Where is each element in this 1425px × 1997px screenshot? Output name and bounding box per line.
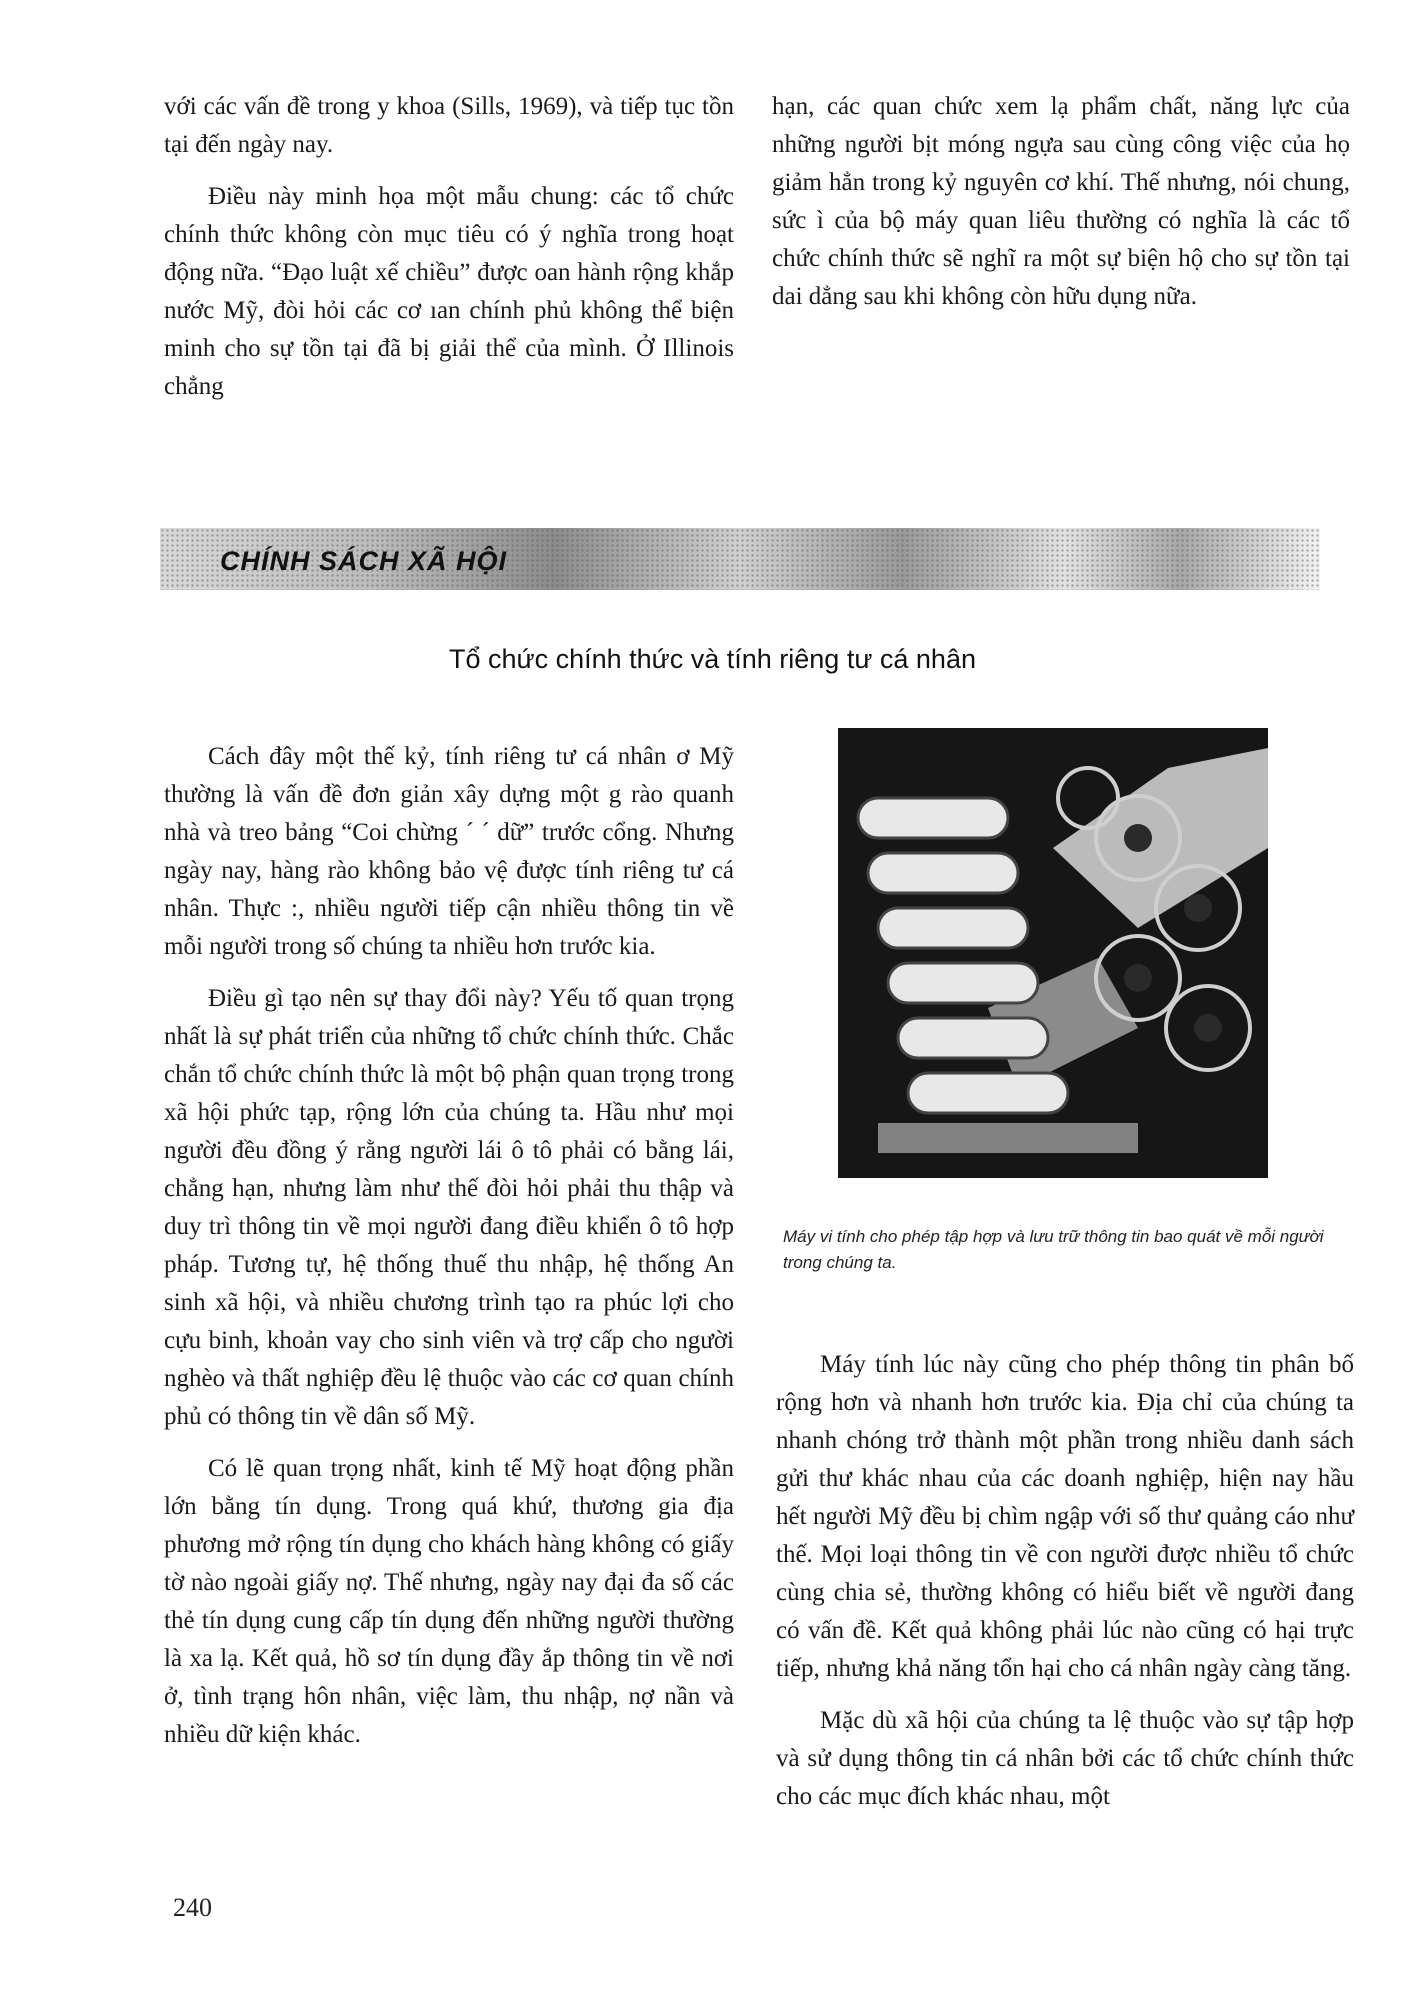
paragraph: Máy tính lúc này cũng cho phép thông tin phân bố rộng hơn và nhanh hơn trước kia. Địa chỉ của chúng ta nhanh chóng trở thành một phần trong nhiều danh sách gửi thư khác nhau của các doanh nghiệp, hiện nay hầu hết người Mỹ đều bị chìm ngập với số thư quảng cáo như thế. Mọi loại thông tin về con người được nhiều tổ chức cùng chia sẻ, thường không có hiểu biết về người đang có vấn đề. Kết quả không phải lúc nào cũng có hại trực tiếp, nhưng khả năng tổn hại cho cá nhân ngày càng tăng. <box>776 1351 1354 1682</box>
paragraph: Mặc dù xã hội của chúng ta lệ thuộc vào sự tập hợp và sử dụng thông tin cá nhân bởi các tổ chức chính thức cho các mục đích khác nhau, một <box>776 1707 1354 1810</box>
article-title: Tổ chức chính thức và tính riêng tư cá nhân <box>448 644 976 674</box>
paragraph: với các vấn đề trong y khoa (Sills, 1969), và tiếp tục tồn tại đến ngày nay. <box>164 93 734 158</box>
computer-tapes-photo <box>838 728 1268 1178</box>
page-number: 240 <box>173 1893 212 1922</box>
photo-illustration <box>838 728 1268 1178</box>
paragraph: Có lẽ quan trọng nhất, kinh tế Mỹ hoạt động phần lớn bằng tín dụng. Trong quá khứ, thương gia địa phương mở rộng tín dụng cho khách hàng không có giấy tờ nào ngoài giấy nợ. Thế nhưng, ngày nay đại đa số các thẻ tín dụng cung cấp tín dụng đến những người thường là xa lạ. Kết quả, hồ sơ tín dụng đầy ắp thông tin về nơi ở, tình trạng hôn nhân, việc làm, thu nhập, nợ nần và nhiều dữ kiện khác. <box>164 1455 734 1748</box>
paragraph: hạn, các quan chức xem lạ phẩm chất, năng lực của những người bịt móng ngựa sau cùng công việc của họ giảm hẳn trong kỷ nguyên cơ khí. Thế nhưng, nói chung, sức ì của bộ máy quan liêu thường có nghĩa là các tổ chức chính thức sẽ nghĩ ra một sự biện hộ cho sự tồn tại dai dẳng sau khi không còn hữu dụng nữa. <box>772 93 1350 310</box>
paragraph: Điều này minh họa một mẫu chung: các tổ chức chính thức không còn mục tiêu có ý nghĩa trong hoạt động nữa. “Đạo luật xế chiều” được oan hành rộng khắp nước Mỹ, đòi hỏi các cơ ıan chính phủ không thể biện minh cho sự tồn tại đã bị giải thể của mình. Ở Illinois chẳng <box>164 183 734 400</box>
top-left-column <box>164 88 734 420</box>
photo-caption: Máy vi tính cho phép tập hợp và lưu trữ thông tin bao quát về mỗi người trong chúng ta. <box>783 1227 1324 1272</box>
section-banner <box>160 528 1320 590</box>
article-left-column <box>164 738 734 1768</box>
section-banner-label: CHÍNH SÁCH XÃ HỘI <box>220 546 508 576</box>
paragraph: Điều gì tạo nên sự thay đổi này? Yếu tố quan trọng nhất là sự phát triển của những tổ chức chính thức. Chắc chắn tổ chức chính thức là một bộ phận quan trọng trong xã hội phức tạp, rộng lớn của chúng ta. Hầu như mọi người đều đồng ý rằng người lái ô tô phải có bằng lái, chẳng hạn, nhưng làm như thế đòi hỏi phải thu thập và duy trì thông tin về mọi người đang điều khiển ô tô hợp pháp. Tương tự, hệ thống thuế thu nhập, hệ thống An sinh xã hội, và nhiều chương trình tạo ra phúc lợi cho cựu binh, khoản vay cho sinh viên và trợ cấp cho người nghèo và thất nghiệp đều lệ thuộc vào các cơ quan chính phủ có thông tin về dân số Mỹ. <box>164 985 734 1430</box>
paragraph: Cách đây một thế kỷ, tính riêng tư cá nhân ơ Mỹ thường là vấn đề đơn giản xây dựng một g rào quanh nhà và treo bảng “Coi chừng ´ ´ dữ” trước cổng. Nhưng ngày nay, hàng rào không bảo vệ được tính riêng tư cá nhân. Thực :, nhiều người tiếp cận nhiều thông tin về mỗi người trong số chúng ta nhiều hơn trước kia. <box>164 743 734 960</box>
top-right-column <box>772 88 1350 330</box>
article-right-column <box>776 1346 1354 1830</box>
